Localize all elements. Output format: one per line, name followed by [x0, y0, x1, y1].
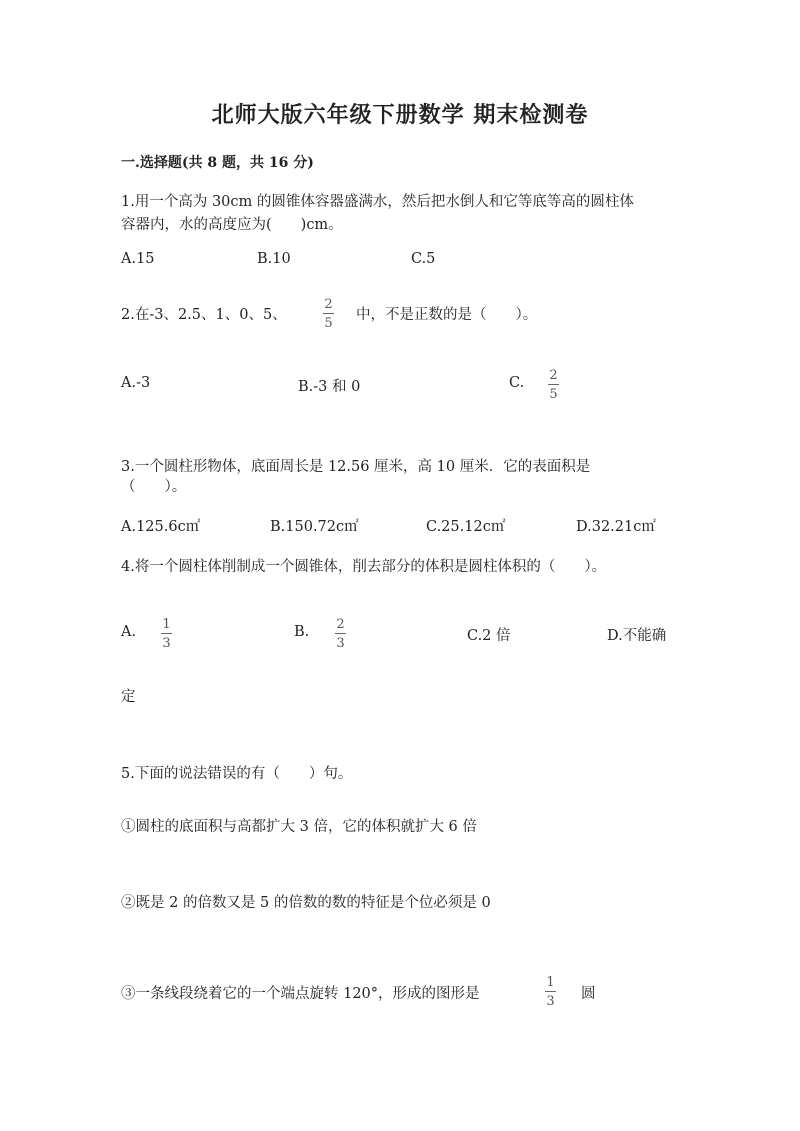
q3-option-a: A.125.6c㎡ [121, 519, 201, 535]
section-heading: 一.选择题(共 8 题，共 16 分) [121, 155, 314, 171]
q2-stem-pre: 2.在-3、2.5、1、0、5、 [121, 307, 287, 323]
q2-fraction-numerator: 2 [324, 297, 333, 312]
q1-line2: 容器内，水的高度应为( )cm。 [121, 217, 343, 233]
q4-option-b-denominator: 3 [336, 636, 345, 651]
q4-option-a-numerator: 1 [162, 617, 171, 632]
q3-option-c: C.25.12c㎡ [426, 519, 506, 535]
q3-option-b: B.150.72c㎡ [270, 519, 359, 535]
q4-option-a-fraction [161, 618, 172, 650]
q2-option-c-denominator: 5 [549, 387, 558, 402]
q5-statement-3-pre: ③一条线段绕着它的一个端点旋转 120°，形成的图形是 [121, 986, 480, 1002]
q4-option-d-continued: 定 [121, 689, 136, 705]
q2-option-a: A.-3 [121, 375, 151, 391]
q5-line1: 5.下面的说法错误的有（ ）句。 [121, 766, 353, 782]
q5-statement-3-fraction [545, 976, 556, 1008]
q4-option-d: D.不能确 [607, 628, 667, 644]
q5-statement-1: ①圆柱的底面积与高都扩大 3 倍，它的体积就扩大 6 倍 [121, 819, 477, 835]
q4-option-a-denominator: 3 [162, 636, 171, 651]
q1-option-c: C.5 [411, 251, 436, 267]
q4-line1: 4.将一个圆柱体削制成一个圆锥体，削去部分的体积是圆柱体积的（ ）。 [121, 559, 607, 575]
q2-stem-post: 中，不是正数的是（ ）。 [356, 307, 538, 323]
q2-option-c-numerator: 2 [549, 368, 558, 383]
q4-option-a: A. [121, 624, 137, 640]
q5-statement-3-denominator: 3 [546, 994, 555, 1009]
q2-option-c: C. [509, 375, 525, 391]
q4-option-b-numerator: 2 [336, 617, 345, 632]
q2-option-b: B.-3 和 0 [298, 379, 361, 395]
q3-line2: （ ）。 [121, 479, 187, 495]
q3-line1: 3.一个圆柱形物体，底面周长是 12.56 厘米，高 10 厘米．它的表面积是 [121, 459, 591, 475]
q5-statement-2: ②既是 2 的倍数又是 5 的倍数的数的特征是个位必须是 0 [121, 895, 491, 911]
page-title: 北师大版六年级下册数学 期末检测卷 [211, 102, 589, 128]
q1-option-a: A.15 [121, 251, 155, 267]
q4-option-b: B. [294, 624, 310, 640]
q1-option-b: B.10 [257, 251, 291, 267]
q2-option-c-fraction [548, 369, 559, 401]
q2-fraction-denominator: 5 [324, 316, 333, 331]
q4-option-b-fraction [335, 618, 346, 650]
q5-statement-3-post: 圆 [581, 986, 596, 1002]
q3-option-d: D.32.21c㎡ [576, 519, 656, 535]
q1-line1: 1.用一个高为 30cm 的圆锥体容器盛满水，然后把水倒人和它等底等高的圆柱体 [121, 194, 634, 210]
q5-statement-3-numerator: 1 [546, 975, 555, 990]
q2-fraction [323, 298, 334, 330]
q4-option-c: C.2 倍 [467, 628, 511, 644]
